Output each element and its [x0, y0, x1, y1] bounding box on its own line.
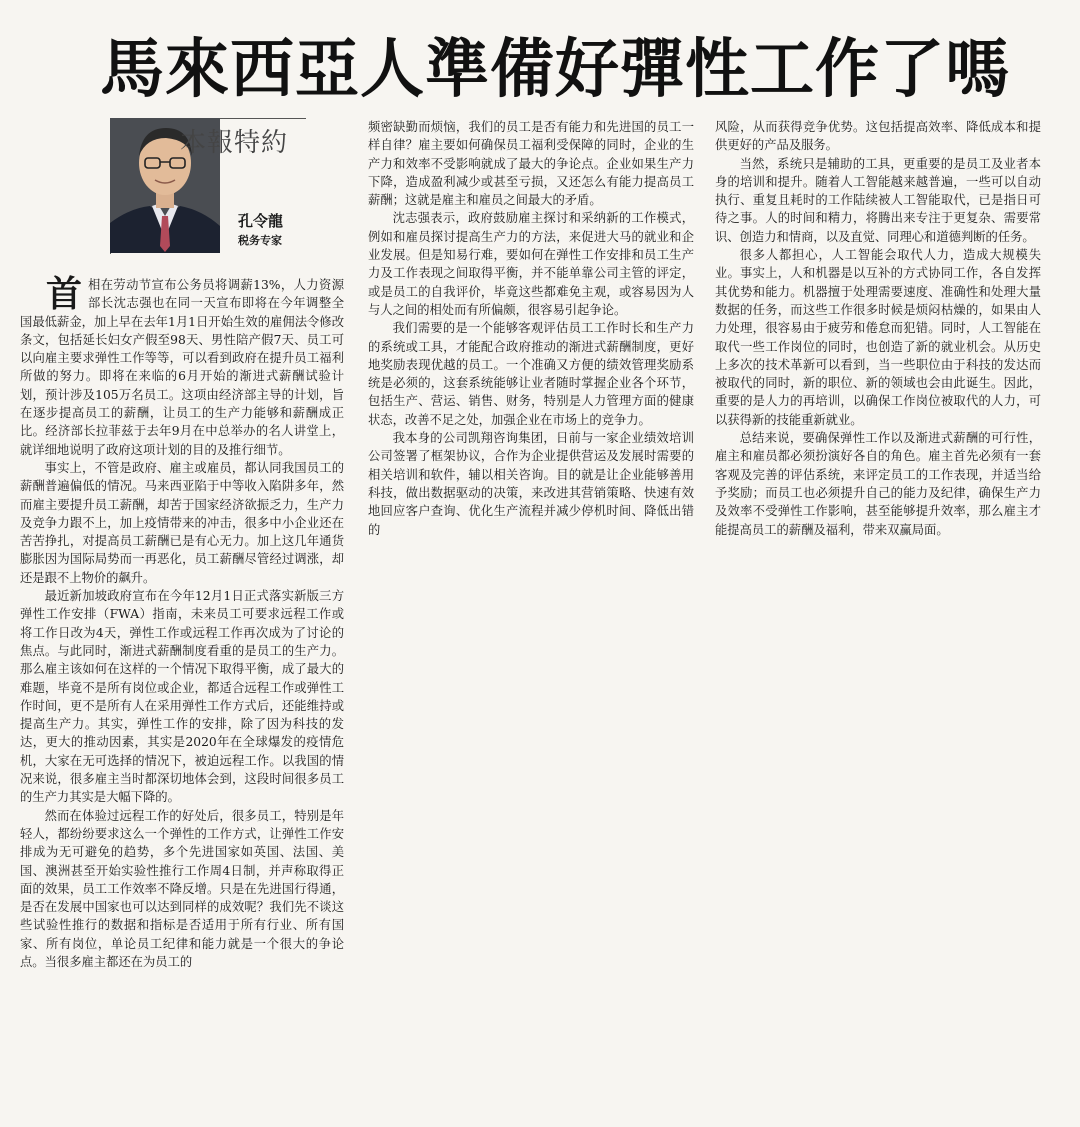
headline: 馬來西亞人準備好彈性工作了嗎 — [100, 33, 1010, 107]
article-paragraph: 我们需要的是一个能够客观评估员工工作时长和生产力的系统或工具，才能配合政府推动的渐进式薪酬制度，更好地奖励表现优越的员工。一个准确又方便的绩效管理奖励系统是必须的，这套系统能够让业者随时掌握企业各个环节，包括生产、营运、销售、财务，特别是人力管理方面的健康状态，改善不足之处，加强企业在市场上的竞争力。 — [368, 321, 694, 427]
article-paragraph: 当然，系统只是辅助的工具，更重要的是员工及业者本身的培训和提升。随着人工智能越来越普遍，一些可以自动执行、重复且耗时的工作陆续被人工智能取代，已是指日可待之事。人的时间和精力，将腾出来专注于更复杂、需要常识、创造力和情商，以及直觉、同理心和道德判断的任务。 — [715, 156, 1041, 244]
byline-tag: 本報特約 — [180, 128, 289, 158]
article-paragraph: 事实上，不管是政府、雇主或雇员，都认同我国员工的薪酬普遍偏低的情况。马来西亚陷于中等收入陷阱多年，然而雇主要提升员工薪酬，却苦于国家经济欲振乏力，生产力及竞争力跟不上，加上疫情带来的冲击，很多中小企业还在苦苦挣扎，对提高员工薪酬已是有心无力。加上这几年通货膨胀因为国际局势而一再恶化，员工薪酬尽管经过调涨，却还是跟不上物价的飙升。 — [20, 460, 344, 585]
author-title: 税务专家 — [238, 234, 282, 247]
article-paragraph: 很多人都担心，人工智能会取代人力，造成大规模失业。事实上，人和机器是以互补的方式协同工作，各自发挥其优势和能力。机器擅于处理需要速度、准确性和处理大量数据的任务，而这些工作很多时候是烦闷枯燥的，如果由人力处理，很容易由于疲劳和倦怠而犯错。同时，人工智能在取代一些工作岗位的同时，也创造了新的就业机会。从历史上多次的技术革新可以看到，当一些职位由于科技的发达而被取代的同时，新的职位、新的领域也会由此诞生。因此，重要的是人力的再培训，以确保工作岗位被取代的人力，可以获得新的技能重新就业。 — [715, 248, 1041, 427]
article-paragraph: 沈志强表示，政府鼓励雇主探讨和采纳新的工作模式，例如和雇员探讨提高生产力的方法，来促进大马的就业和企业发展。但是知易行难，要如何在弹性工作安排和员工生产力及工作表现之间取得平衡，并不能单靠公司主管的评定，或是员工的自我评价，毕竟这些都难免主观，或容易因为人与人之间的相处而有所偏颇，很容易引起争论。 — [368, 211, 694, 317]
article-paragraph: 频密缺勤而烦恼，我们的员工是否有能力和先进国的员工一样自律？雇主要如何确保员工福利受保障的同时，企业的生产力和效率不受影响就成了最大的争论点。企业如果生产力下降，造成盈利减少或甚至亏损，又还怎么有能力提高员工薪酬；这就是雇主和雇员之间最大的矛盾。 — [368, 120, 694, 208]
author-name: 孔令龍 — [238, 212, 284, 230]
article-column-3 — [715, 118, 1041, 539]
article-paragraph: 首相在劳动节宣布公务员将调薪13%，人力资源部长沈志强也在同一天宣布即将在今年调整全国最低薪金，加上早在去年1月1日开始生效的雇佣法令修改条文，包括延长妇女产假至98天、男性陪产假7天、员工可以向雇主要求弹性工作等等，可以看到政府在提升员工福利所做的努力。即将在来临的6月开始的渐进式薪酬试验计划，预计涉及105万名员工。这项由经济部主导的计划，旨在逐步提高员工的薪酬，让员工的生产力能够和薪酬成正比。经济部长拉菲兹于去年9月在中总举办的名人讲堂上，就详细地说明了政府这项计划的目的及推行细节。 — [20, 274, 344, 457]
article-paragraph: 风险，从而获得竞争优势。这包括提高效率、降低成本和提供更好的产品及服务。 — [715, 120, 1041, 153]
article-paragraph: 最近新加坡政府宣布在今年12月1日正式落实新版三方弹性工作安排（FWA）指南，未来员工可要求远程工作或将工作日改为4天，弹性工作或远程工作再次成为了讨论的焦点。与此同时，渐进式薪酬制度看重的是员工的生产力。那么雇主该如何在这样的一个情况下取得平衡，成了最大的难题，毕竟不是所有岗位或企业，都适合远程工作或弹性工作时间，更不是所有人在采用弹性工作方式后，还能维持或提高生产力。其实，弹性工作的安排，除了因为科技的发达，更大的推动因素，其实是2020年在全球爆发的疫情危机，大家在无可选择的情况下，被迫远程工作。以我国的情况来说，很多雇主当时都深切地体会到，这段时间很多员工的生产力其实是大幅下降的。 — [20, 589, 344, 805]
drop-cap: 首 — [46, 274, 83, 315]
article-column-1 — [20, 276, 344, 971]
article-column-2 — [368, 118, 694, 539]
article-paragraph: 然而在体验过远程工作的好处后，很多员工，特别是年轻人，都纷纷要求这么一个弹性的工作方式，让弹性工作安排成为无可避免的趋势，多个先进国家如英国、法国、美国、澳洲甚至开始实验性推行工作周4日制，并声称取得正面的效果，员工工作效率不降反增。只是在先进国行得通，是否在发展中国家也可以达到同样的成效呢？我们先不谈这些试验性推行的数据和指标是否适用于所有行业、所有国家、所有岗位，单论员工纪律和能力就是一个很大的争论点。当很多雇主都还在为员工的 — [20, 808, 344, 969]
article-paragraph: 总结来说，要确保弹性工作以及渐进式薪酬的可行性，雇主和雇员都必须扮演好各自的角色。雇主首先必须有一套客观及完善的评估系统，来评定员工的工作表现，并适当给予奖励；而员工也必须提升自己的能力及纪律，确保生产力及效率不受弹性工作影响，甚至能够提升效率，那么雇主才能提高员工的薪酬及福利，带来双赢局面。 — [715, 431, 1041, 537]
article-paragraph: 我本身的公司凯翔咨询集团，日前与一家企业绩效培训公司签署了框架协议，合作为企业提供营运及发展时需要的相关培训和软件，辅以相关咨询。目的就是让企业能够善用科技，做出数据驱动的决策，来改进其营销策略、快速有效地回应客户查询、优化生产流程并减少停机时间、降低出错的 — [368, 431, 694, 537]
